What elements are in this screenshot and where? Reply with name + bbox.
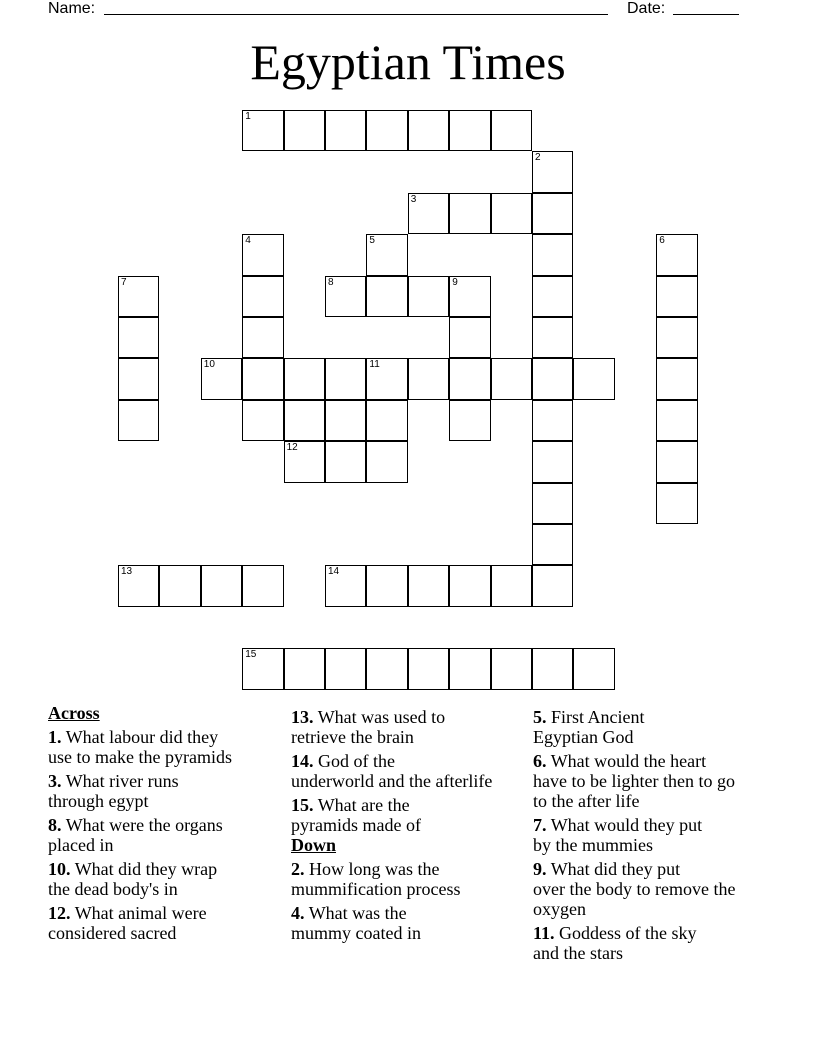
clue-item <box>291 707 531 747</box>
clue-item-number: 15. <box>291 795 314 815</box>
crossword-cell[interactable] <box>449 565 490 606</box>
crossword-cell[interactable] <box>532 400 573 441</box>
clue-item-number: 9. <box>533 859 547 879</box>
clue-number: 11 <box>369 359 380 371</box>
crossword-cell[interactable] <box>325 648 366 689</box>
clue-number: 13 <box>121 566 133 578</box>
crossword-cell[interactable] <box>656 317 697 358</box>
crossword-cell[interactable] <box>366 234 407 275</box>
clue-number: 14 <box>328 566 340 578</box>
crossword-cell[interactable] <box>532 441 573 482</box>
clue-item-text: What river runs through egypt <box>48 771 179 811</box>
crossword-cell[interactable] <box>242 358 283 399</box>
clue-item-text: God of the underworld and the afterlife <box>291 751 493 791</box>
clue-item-number: 3. <box>48 771 62 791</box>
clue-item-text: First Ancient Egyptian God <box>533 707 645 747</box>
clue-number: 6 <box>659 235 665 247</box>
clue-item-text: What animal were considered sacred <box>48 903 207 943</box>
clue-item <box>533 751 773 811</box>
clue-item-text: What was used to retrieve the brain <box>291 707 446 747</box>
clue-item <box>48 859 280 899</box>
clue-item <box>291 795 531 835</box>
clue-item <box>291 859 531 899</box>
crossword-cell[interactable] <box>366 400 407 441</box>
crossword-cell[interactable] <box>532 317 573 358</box>
crossword-cell[interactable] <box>408 193 449 234</box>
crossword-cell[interactable] <box>325 441 366 482</box>
crossword-cell[interactable] <box>656 358 697 399</box>
clue-item-text: What labour did they use to make the pyramids <box>48 727 232 767</box>
clue-item-text: What were the organs placed in <box>48 815 223 855</box>
crossword-cell[interactable] <box>325 400 366 441</box>
clue-item-number: 6. <box>533 751 547 771</box>
clue-item <box>48 771 280 811</box>
crossword-cell[interactable] <box>118 400 159 441</box>
crossword-cell[interactable] <box>449 358 490 399</box>
crossword-cell[interactable] <box>408 110 449 151</box>
crossword-cell[interactable] <box>118 276 159 317</box>
crossword-cell[interactable] <box>491 193 532 234</box>
crossword-cell[interactable] <box>491 648 532 689</box>
crossword-cell[interactable] <box>449 648 490 689</box>
clue-item-number: 14. <box>291 751 314 771</box>
clue-item <box>48 815 280 855</box>
crossword-cell[interactable] <box>118 565 159 606</box>
crossword-cell[interactable] <box>284 110 325 151</box>
clue-number: 8 <box>328 276 334 288</box>
crossword-cell[interactable] <box>532 234 573 275</box>
crossword-cell[interactable] <box>532 276 573 317</box>
crossword-cell[interactable] <box>366 441 407 482</box>
clues-column-1 <box>48 703 280 943</box>
crossword-cell[interactable] <box>201 358 242 399</box>
name-label: Name: <box>48 0 96 17</box>
clue-item-text: Goddess of the sky and the stars <box>533 923 697 963</box>
crossword-cell[interactable] <box>449 276 490 317</box>
clue-item-number: 13. <box>291 707 314 727</box>
clue-number: 12 <box>286 442 298 454</box>
crossword-cell[interactable] <box>284 358 325 399</box>
crossword-cell[interactable] <box>656 276 697 317</box>
crossword-cell[interactable] <box>532 358 573 399</box>
crossword-cell[interactable] <box>366 358 407 399</box>
clue-number: 9 <box>452 276 458 288</box>
crossword-cell[interactable] <box>284 648 325 689</box>
crossword-cell[interactable] <box>449 317 490 358</box>
crossword-cell[interactable] <box>408 648 449 689</box>
date-label: Date: <box>627 0 666 17</box>
crossword-cell[interactable] <box>532 524 573 565</box>
crossword-cell[interactable] <box>325 565 366 606</box>
clue-number: 4 <box>245 235 251 247</box>
crossword-cell[interactable] <box>284 441 325 482</box>
clue-section-heading: Down <box>291 835 337 855</box>
crossword-cell[interactable] <box>242 400 283 441</box>
page-title: Egyptian Times <box>250 34 566 90</box>
crossword-cell[interactable] <box>449 110 490 151</box>
crossword-cell[interactable] <box>242 648 283 689</box>
crossword-cell[interactable] <box>491 358 532 399</box>
crossword-cell[interactable] <box>532 193 573 234</box>
crossword-cell[interactable] <box>491 565 532 606</box>
clue-number: 2 <box>535 152 541 164</box>
crossword-cell[interactable] <box>118 358 159 399</box>
crossword-cell[interactable] <box>242 234 283 275</box>
crossword-cell[interactable] <box>242 276 283 317</box>
clues-column-2 <box>291 703 531 943</box>
clue-item-text: What are the pyramids made of <box>291 795 421 835</box>
crossword-cell[interactable] <box>242 110 283 151</box>
crossword-cell[interactable] <box>573 358 614 399</box>
crossword-cell[interactable] <box>325 276 366 317</box>
crossword-cell[interactable] <box>408 565 449 606</box>
clue-number: 3 <box>410 193 417 205</box>
clue-item <box>533 859 773 919</box>
clue-item-text: What was the mummy coated in <box>291 903 421 943</box>
clue-number: 10 <box>203 359 215 371</box>
crossword-cell[interactable] <box>366 565 407 606</box>
clue-item <box>533 707 773 747</box>
crossword-cell[interactable] <box>242 565 283 606</box>
crossword-cell[interactable] <box>201 565 242 606</box>
crossword-cell[interactable] <box>573 648 614 689</box>
crossword-cell[interactable] <box>656 234 697 275</box>
clue-item <box>291 903 531 943</box>
crossword-cell[interactable] <box>118 317 159 358</box>
crossword-cell[interactable] <box>408 358 449 399</box>
clue-item <box>533 923 773 963</box>
crossword-cell[interactable] <box>408 276 449 317</box>
crossword-cell[interactable] <box>366 648 407 689</box>
clue-item-number: 10. <box>48 859 71 879</box>
clue-item-number: 5. <box>533 707 547 727</box>
clue-number: 15 <box>245 649 257 661</box>
crossword-cell[interactable] <box>656 400 697 441</box>
crossword-cell[interactable] <box>325 110 366 151</box>
crossword-cell[interactable] <box>656 483 697 524</box>
clue-item-text: How long was the mummification process <box>291 859 461 899</box>
clues-column-3 <box>533 703 773 963</box>
clue-item-text: What would the heart have to be lighter then to go to the after life <box>533 751 735 811</box>
clue-number: 7 <box>121 276 127 288</box>
crossword-cell[interactable] <box>366 110 407 151</box>
crossword-cell[interactable] <box>532 648 573 689</box>
crossword-cell[interactable] <box>366 276 407 317</box>
clue-item-number: 7. <box>533 815 547 835</box>
crossword-cell[interactable] <box>449 193 490 234</box>
clue-item-text: What would they put by the mummies <box>533 815 703 855</box>
crossword-cell[interactable] <box>284 400 325 441</box>
clue-item-number: 11. <box>533 923 555 943</box>
clue-item-number: 1. <box>48 727 62 747</box>
crossword-cell[interactable] <box>159 565 200 606</box>
clue-item-number: 2. <box>291 859 305 879</box>
crossword-cell[interactable] <box>491 110 532 151</box>
crossword-cell[interactable] <box>532 483 573 524</box>
crossword-cell[interactable] <box>532 151 573 192</box>
crossword-cell[interactable] <box>242 317 283 358</box>
clue-item <box>533 815 773 855</box>
clue-item-number: 4. <box>291 903 305 923</box>
clue-number: 1 <box>245 111 251 122</box>
clue-item-text: What did they wrap the dead body's in <box>48 859 218 899</box>
clue-item <box>48 727 280 767</box>
clue-item <box>291 751 531 791</box>
crossword-cell[interactable] <box>656 441 697 482</box>
crossword-cell[interactable] <box>325 358 366 399</box>
clue-number: 5 <box>369 235 375 247</box>
clue-item <box>48 903 280 943</box>
crossword-cell[interactable] <box>532 565 573 606</box>
clue-item-text: What did they put over the body to remove the oxygen <box>533 859 736 919</box>
clue-item-number: 12. <box>48 903 71 923</box>
crossword-cell[interactable] <box>449 400 490 441</box>
clue-section-heading: Across <box>48 703 100 723</box>
clue-item-number: 8. <box>48 815 62 835</box>
